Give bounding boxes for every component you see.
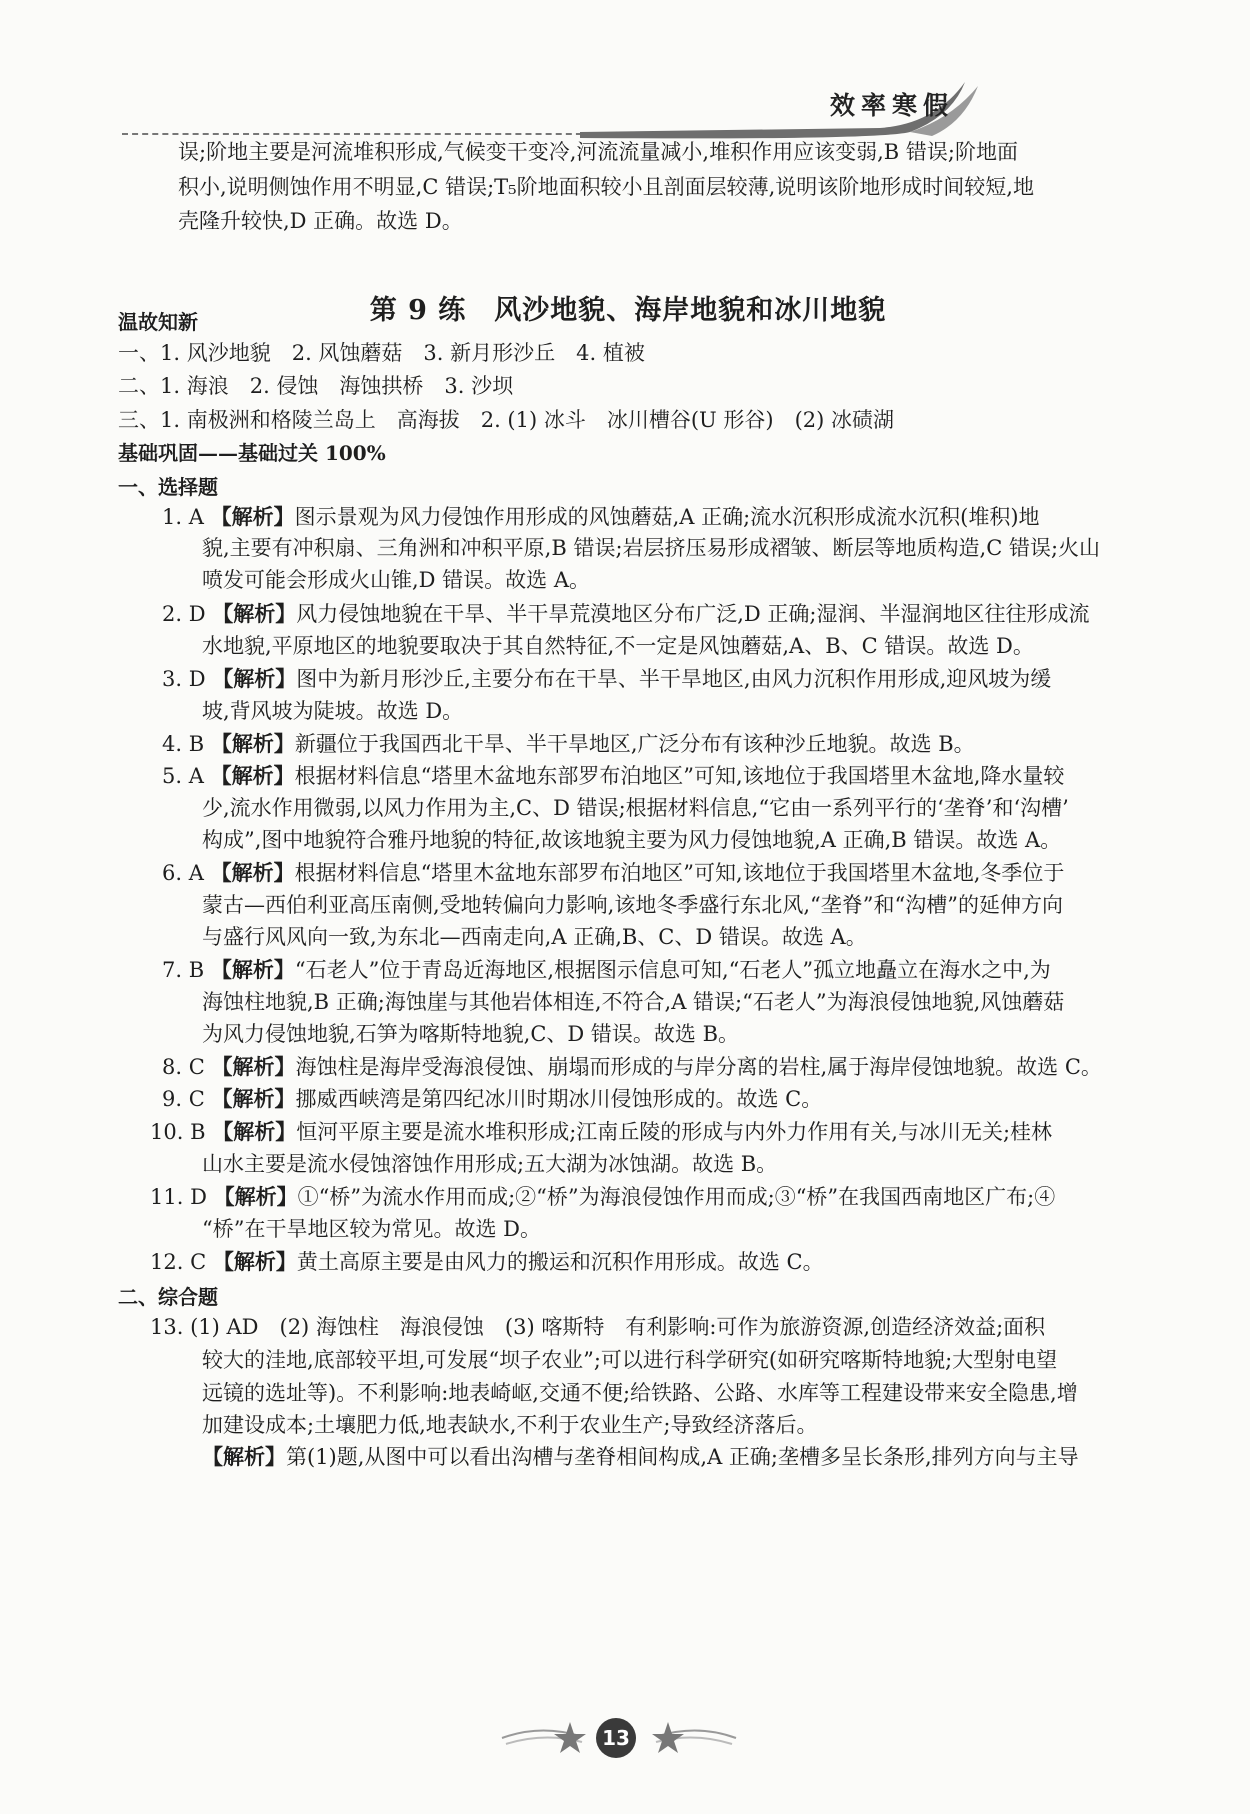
review-heading: 温故知新 <box>118 310 198 334</box>
page-number: 13 <box>596 1718 636 1758</box>
intro-line: 误;阶地主要是河流堆积形成,气候变干变冷,河流流量减小,堆积作用应该变弱,B 错误;阶地面 <box>178 140 1018 164</box>
question-text-cont: 少,流水作用微弱,以风力作用为主,C、D 错误;根据材料信息,“它由一系列平行的‘垄脊’和‘沟槽’ <box>202 796 1069 820</box>
question-text-cont: 构成”,图中地貌符合雅丹地貌的特征,故该地貌主要为风力侵蚀地貌,A 正确,B 错误。故选 A。 <box>202 828 1062 852</box>
analysis-tag: 【解析】 <box>210 957 295 982</box>
question-number: 8. C <box>162 1055 205 1079</box>
left-star-ornament-icon <box>500 1714 592 1762</box>
review-line: 二、1. 海浪 2. 侵蚀 海蚀拱桥 3. 沙坝 <box>118 374 514 398</box>
analysis-tag: 【解析】 <box>212 666 297 691</box>
analysis-tag: 【解析】 <box>202 1444 286 1469</box>
question-text-cont: 蒙古—西伯利亚高压南侧,受地转偏向力影响,该地冬季盛行东北风,“垄脊”和“沟槽”的延伸方向 <box>202 893 1063 917</box>
analysis-tag: 【解析】 <box>211 1086 296 1111</box>
question-number: 6. A <box>162 861 204 885</box>
question-11 <box>150 1183 1055 1211</box>
question-text: 图中为新月形沙丘,主要分布在干旱、半干旱地区,由风力沉积作用形成,迎风坡为缓 <box>296 667 1052 691</box>
question-12 <box>150 1248 824 1276</box>
question-text-cont: 远镜的选址等)。不利影响:地表崎岖,交通不便;给铁路、公路、水库等工程建设带来安全隐患,增 <box>202 1381 1078 1405</box>
analysis-line <box>202 1443 1079 1471</box>
question-2 <box>162 600 1090 628</box>
review-line: 一、1. 风沙地貌 2. 风蚀蘑菇 3. 新月形沙丘 4. 植被 <box>118 341 645 365</box>
basic-heading: 基础巩固——基础过关 100% <box>118 441 386 465</box>
right-star-ornament-icon <box>646 1714 738 1762</box>
header-title: 效率寒假 <box>830 91 955 120</box>
question-text-cont: 山水主要是流水侵蚀溶蚀作用形成;五大湖为冰蚀湖。故选 B。 <box>202 1152 778 1176</box>
question-text-cont: 坡,背风坡为陡坡。故选 D。 <box>202 699 464 723</box>
question-text-cont: 与盛行风风向一致,为东北—西南走向,A 正确,B、C、D 错误。故选 A。 <box>202 925 867 949</box>
intro-line: 壳隆升较快,D 正确。故选 D。 <box>178 209 463 233</box>
question-8 <box>162 1053 1102 1081</box>
analysis-tag: 【解析】 <box>211 1054 296 1079</box>
question-number: 11. D <box>150 1185 207 1209</box>
question-text-cont: 较大的洼地,底部较平坦,可发展“坝子农业”;可以进行科学研究(如研究喀斯特地貌;大型射电望 <box>202 1348 1058 1372</box>
question-number: 2. D <box>162 602 206 626</box>
lesson-title: 第 9 练 风沙地貌、海岸地貌和冰川地貌 <box>369 295 887 326</box>
question-1 <box>162 503 1040 531</box>
question-number: 10. B <box>150 1120 206 1144</box>
question-text: 根据材料信息“塔里木盆地东部罗布泊地区”可知,该地位于我国塔里木盆地,降水量较 <box>294 764 1065 788</box>
question-text: 挪威西峡湾是第四纪冰川时期冰川侵蚀形成的。故选 C。 <box>295 1087 823 1111</box>
intro-line: 积小,说明侧蚀作用不明显,C 错误;T₅阶地面积较小且剖面层较薄,说明该阶地形成时间较短,地 <box>178 175 1034 199</box>
question-9 <box>162 1085 822 1113</box>
analysis-tag: 【解析】 <box>212 1119 297 1144</box>
question-text-cont: “桥”在干旱地区较为常见。故选 D。 <box>202 1217 541 1241</box>
page-header <box>0 0 1250 160</box>
question-text-cont: 加建设成本;土壤肥力低,地表缺水,不利于农业生产;导致经济落后。 <box>202 1413 818 1437</box>
question-text: 黄土高原主要是由风力的搬运和沉积作用形成。故选 C。 <box>296 1250 824 1274</box>
question-text-cont: 为风力侵蚀地貌,石笋为喀斯特地貌,C、D 错误。故选 B。 <box>202 1022 740 1046</box>
question-text: 新疆位于我国西北干旱、半干旱地区,广泛分布有该种沙丘地貌。故选 B。 <box>294 732 975 756</box>
question-text: 图示景观为风力侵蚀作用形成的风蚀蘑菇,A 正确;流水沉积形成流水沉积(堆积)地 <box>294 505 1040 529</box>
review-line: 三、1. 南极洲和格陵兰岛上 高海拔 2. (1) 冰斗 冰川槽谷(U 形谷) (2) 冰碛湖 <box>118 408 895 432</box>
question-text-cont: 海蚀柱地貌,B 正确;海蚀崖与其他岩体相连,不符合,A 错误;“石老人”为海浪侵蚀地貌,风蚀蘑菇 <box>202 990 1065 1014</box>
question-4 <box>162 730 975 758</box>
page-footer <box>500 1708 740 1768</box>
question-10 <box>150 1118 1052 1146</box>
question-13: 13. (1) AD (2) 海蚀柱 海浪侵蚀 (3) 喀斯特 有利影响:可作为旅游资源,创造经济效益;面积 <box>150 1315 1046 1339</box>
analysis-tag: 【解析】 <box>213 1184 298 1209</box>
question-6 <box>162 859 1064 887</box>
question-text: 恒河平原主要是流水堆积形成;江南丘陵的形成与内外力作用有关,与冰川无关;桂林 <box>296 1120 1053 1144</box>
question-text-cont: 水地貌,平原地区的地貌要取决于其自然特征,不一定是风蚀蘑菇,A、B、C 错误。故选 D。 <box>202 634 1034 658</box>
question-number: 12. C <box>150 1250 207 1274</box>
analysis-tag: 【解析】 <box>212 1249 297 1274</box>
question-number: 5. A <box>162 764 204 788</box>
question-number: 7. B <box>162 958 205 982</box>
question-text: ①“桥”为流水作用而成;②“桥”为海浪侵蚀作用而成;③“桥”在我国西南地区广布;④ <box>297 1185 1056 1209</box>
analysis-tag: 【解析】 <box>210 504 295 529</box>
question-3 <box>162 665 1051 693</box>
analysis-tag: 【解析】 <box>210 860 295 885</box>
question-text: 风力侵蚀地貌在干旱、半干旱荒漠地区分布广泛,D 正确;湿润、半湿润地区往往形成流 <box>296 602 1090 626</box>
question-text-cont: 喷发可能会形成火山锥,D 错误。故选 A。 <box>202 568 591 592</box>
comprehensive-heading: 二、综合题 <box>118 1285 218 1309</box>
question-number: 1. A <box>162 505 204 529</box>
question-text-cont: 貌,主要有冲积扇、三角洲和冲积平原,B 错误;岩层挤压易形成褶皱、断层等地质构造,C 错误;火山 <box>202 536 1101 560</box>
question-number: 3. D <box>162 667 206 691</box>
question-number: 9. C <box>162 1087 205 1111</box>
question-5 <box>162 762 1064 790</box>
question-text: “石老人”位于青岛近海地区,根据图示信息可知,“石老人”孤立地矗立在海水之中,为 <box>294 958 1051 982</box>
question-text: 海蚀柱是海岸受海浪侵蚀、崩塌而形成的与岸分离的岩柱,属于海岸侵蚀地貌。故选 C。 <box>295 1055 1102 1079</box>
choice-heading: 一、选择题 <box>118 475 218 499</box>
analysis-text: 第(1)题,从图中可以看出沟槽与垄脊相间构成,A 正确;垄槽多呈长条形,排列方向与主导 <box>286 1445 1079 1469</box>
question-text: 根据材料信息“塔里木盆地东部罗布泊地区”可知,该地位于我国塔里木盆地,冬季位于 <box>294 861 1065 885</box>
question-number: 4. B <box>162 732 205 756</box>
analysis-tag: 【解析】 <box>210 763 295 788</box>
analysis-tag: 【解析】 <box>212 601 297 626</box>
question-7 <box>162 956 1051 984</box>
header-dashed-rule <box>122 133 592 135</box>
analysis-tag: 【解析】 <box>210 731 295 756</box>
